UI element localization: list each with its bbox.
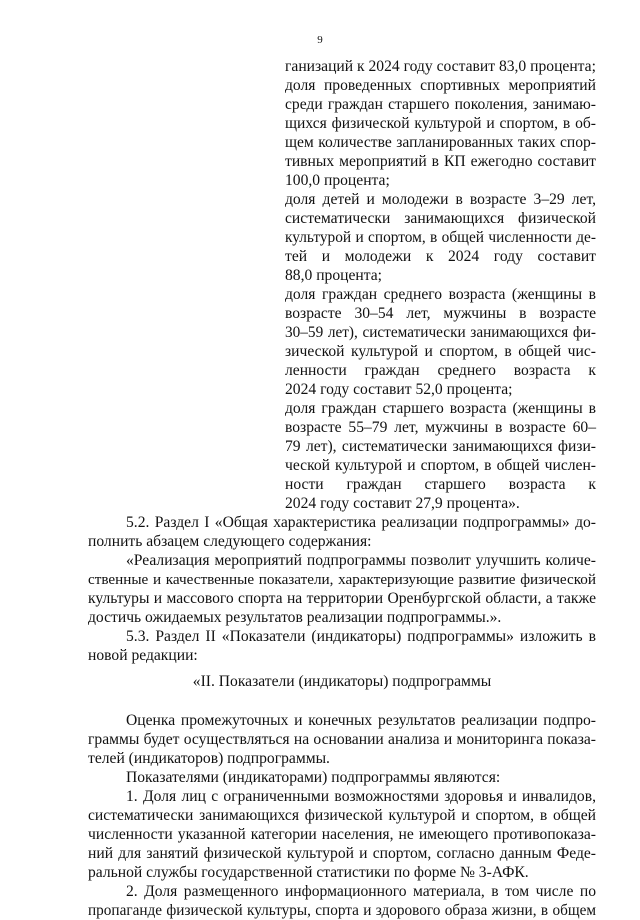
text-line: щем количестве запланированных таких спор- (285, 134, 596, 151)
text-line: 1. Доля лиц с ограниченными возможностями здоровья и инвалидов, (126, 788, 596, 805)
text-line: зической культурой и спортом, в общей чис- (285, 343, 596, 360)
text-line: численности указанной категории населения, не имеющего противопоказа- (88, 826, 596, 843)
text-line: 2024 году составит 52,0 процента; (285, 381, 513, 398)
text-line: 2024 году составит 27,9 процента». (285, 495, 520, 512)
text-line: доля детей и молодежи в возрасте 3–29 лет, (285, 191, 596, 208)
page-number: 9 (317, 34, 323, 46)
text-line: культурой и спортом, в общей численности де- (285, 229, 596, 246)
text-line: доля граждан старшего возраста (женщины в (285, 400, 596, 417)
text-line: 100,0 процента; (285, 172, 390, 189)
text-line: Оценка промежуточных и конечных результатов реализации подпро- (126, 712, 596, 729)
text-line: систематически занимающихся физической (285, 210, 596, 227)
text-line: полнить абзацем следующего содержания: (88, 533, 372, 550)
text-line: ральной службы государственной статистики по форме № 3-АФК. (88, 864, 529, 881)
text-line: ности граждан старшего возраста к (285, 476, 596, 493)
text-line: пропаганде физической культуры, спорта и здорового образа жизни, в общем (88, 902, 596, 919)
text-line: ственные и качественные показатели, характеризующие развитие физической (88, 571, 596, 588)
text-line: 2. Доля размещенного информационного материала, в том числе по (126, 883, 596, 900)
text-line: ленности граждан среднего возраста к (285, 362, 596, 379)
text-line: тивных мероприятий в КП ежегодно составит (285, 153, 596, 170)
text-line: ганизаций к 2024 году составит 83,0 процента; (285, 58, 596, 75)
text-line: доля граждан среднего возраста (женщины в (285, 286, 596, 303)
text-line: граммы будет осуществляться на основании анализа и мониторинга показа- (88, 731, 596, 748)
section-heading: «II. Показатели (индикаторы) подпрограммы (192, 673, 492, 690)
text-line: 5.3. Раздел II «Показатели (индикаторы) подпрограммы» изложить в (126, 628, 596, 645)
text-line: среди граждан старшего поколения, занимаю- (285, 96, 596, 113)
text-line: тей и молодежи к 2024 году составит (285, 248, 596, 265)
text-line: Показателями (индикаторами) подпрограммы являются: (126, 769, 501, 786)
text-line: «Реализация мероприятий подпрограммы позволит улучшить количе- (126, 552, 596, 569)
text-line: возрасте 30–54 лет, мужчины в возрасте (285, 305, 596, 322)
text-line: 30–59 лет), систематически занимающихся фи- (285, 324, 596, 341)
text-line: 5.2. Раздел I «Общая характеристика реализации подпрограммы» до- (126, 514, 596, 531)
text-line: новой редакции: (88, 647, 198, 664)
text-line: систематически занимающихся физической культурой и спортом, в общей (88, 807, 596, 824)
text-line: телей (индикаторов) подпрограммы. (88, 750, 330, 767)
text-line: 88,0 процента; (285, 267, 382, 284)
text-line: 79 лет), систематически занимающихся физи- (285, 438, 596, 455)
text-line: ний для занятий физической культурой и спортом, согласно данным Феде- (88, 845, 596, 862)
text-line: возрасте 55–79 лет, мужчины в возрасте 60– (285, 419, 596, 436)
text-line: ческой культурой и спортом, в общей числен- (285, 457, 596, 474)
text-line: культуры и массового спорта на территории Оренбургской области, а также (88, 590, 596, 607)
text-line: достичь ожидаемых результатов реализации подпрограммы.». (88, 609, 502, 626)
text-line: доля проведенных спортивных мероприятий (285, 77, 596, 94)
text-line: щихся физической культурой и спортом, в об- (285, 115, 596, 132)
